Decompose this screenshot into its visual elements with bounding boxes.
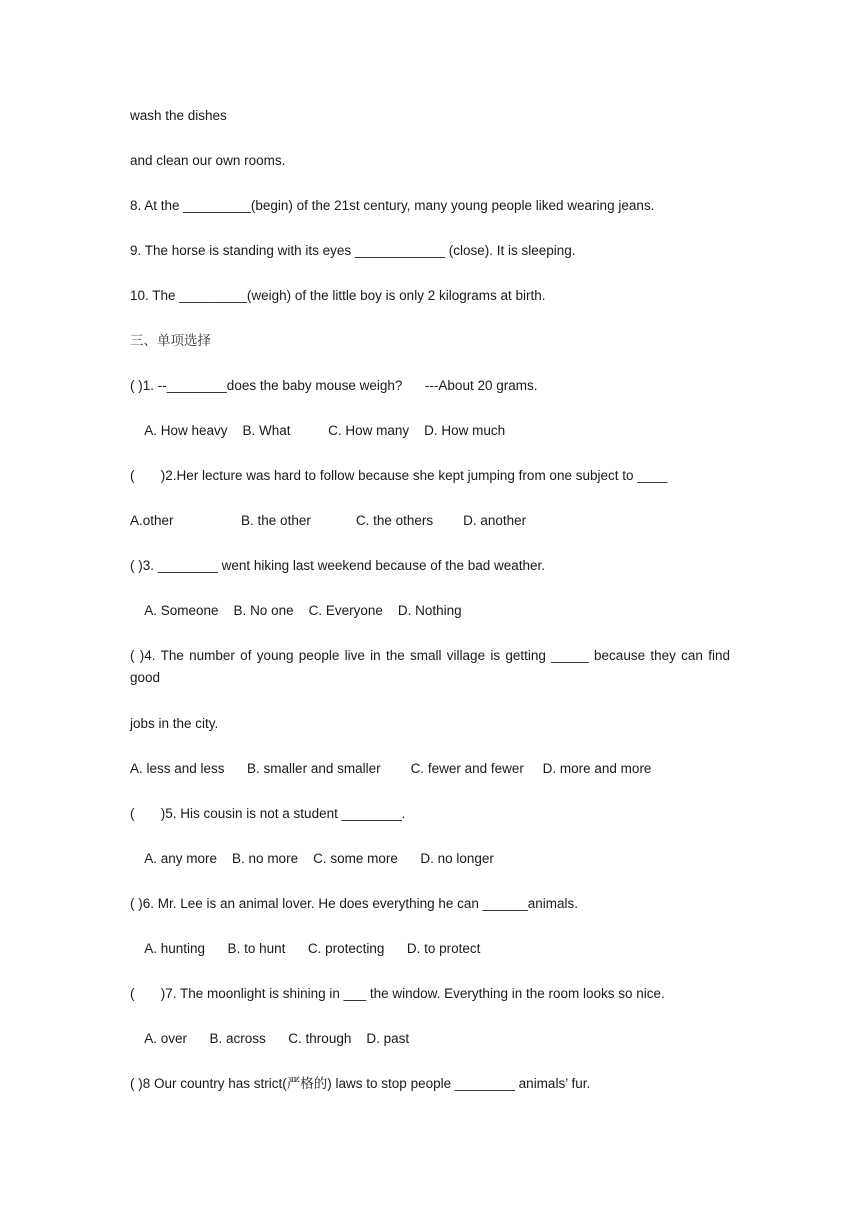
question-8-stem: ( )8 Our country has strict(严格的) laws to stop people ________ animals’ fur. [130, 1076, 591, 1091]
question-3-options: A. Someone B. No one C. Everyone D. Nothing [130, 603, 462, 618]
question-6-stem: ( )6. Mr. Lee is an animal lover. He does everything he can ______animals. [130, 896, 578, 911]
text-line-wash-dishes: wash the dishes [130, 108, 227, 123]
question-2-stem: ( )2.Her lecture was hard to follow because she kept jumping from one subject to ____ [130, 468, 668, 483]
question-1-stem: ( )1. --________does the baby mouse weigh? ---About 20 grams. [130, 378, 538, 393]
text-line-clean-rooms: and clean our own rooms. [130, 153, 286, 168]
question-7-options: A. over B. across C. through D. past [130, 1031, 410, 1046]
question-7-stem: ( )7. The moonlight is shining in ___ the window. Everything in the room looks so nice. [130, 986, 665, 1001]
fill-in-question-8: 8. At the _________(begin) of the 21st century, many young people liked wearing jeans. [130, 198, 655, 213]
question-1-options: A. How heavy B. What C. How many D. How much [130, 423, 506, 438]
fill-in-question-10: 10. The _________(weigh) of the little boy is only 2 kilograms at birth. [130, 288, 546, 303]
question-5-options: A. any more B. no more C. some more D. no longer [130, 851, 494, 866]
question-4-stem-continued: jobs in the city. [130, 716, 219, 731]
question-2-options: A.other B. the other C. the others D. another [130, 513, 527, 528]
question-4-options: A. less and less B. smaller and smaller C. fewer and fewer D. more and more [130, 761, 652, 776]
question-6-options: A. hunting B. to hunt C. protecting D. to protect [130, 941, 481, 956]
fill-in-question-9: 9. The horse is standing with its eyes ____________ (close). It is sleeping. [130, 243, 576, 258]
question-4-stem: ( )4. The number of young people live in the small village is getting _____ because they can find good [130, 648, 730, 685]
question-3-stem: ( )3. ________ went hiking last weekend because of the bad weather. [130, 558, 546, 573]
section-heading: 三、单项选择 [130, 333, 211, 349]
question-5-stem: ( )5. His cousin is not a student ________. [130, 806, 406, 821]
